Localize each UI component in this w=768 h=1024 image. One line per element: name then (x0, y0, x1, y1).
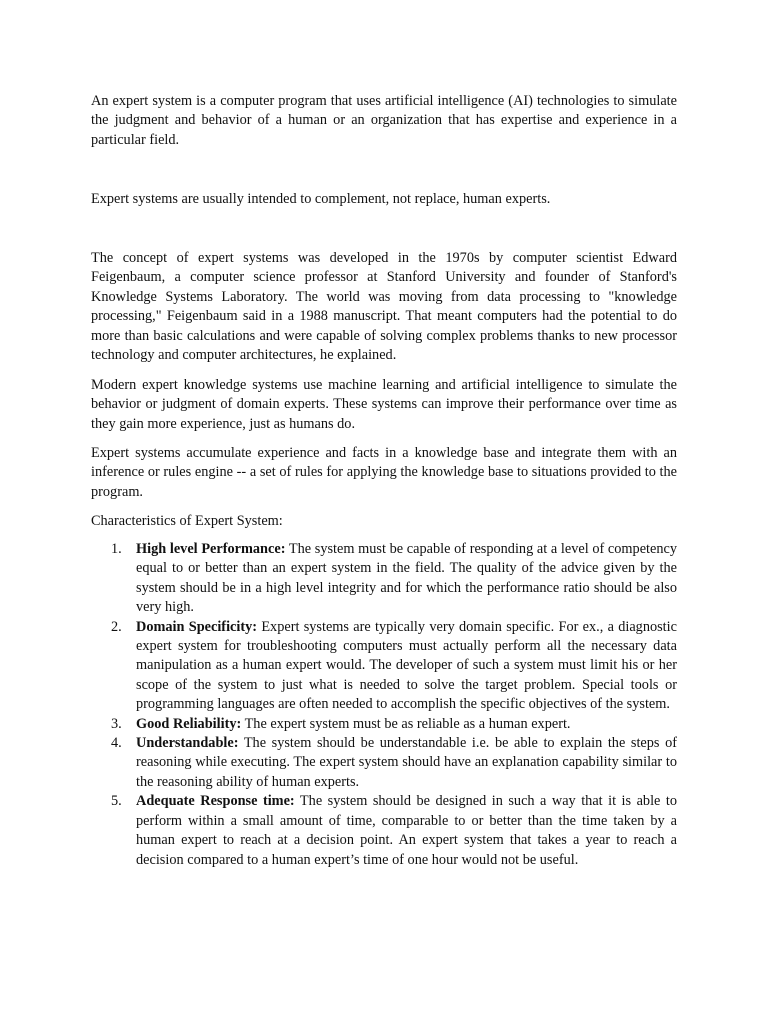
list-term: Good Reliability: (136, 715, 242, 732)
list-term: Understandable: (136, 735, 239, 752)
paragraph-modern-systems: Modern expert knowledge systems use machine learning and artificial intelligence to simulate the behavior or judgment of domain experts. These systems can improve their performance over time as they gain more experience, just as humans do. (91, 377, 677, 432)
paragraph-history: The concept of expert systems was developed in the 1970s by computer scientist Edward Feigenbaum, a computer science professor at Stanford University and founder of Stanford's Knowledge Systems Laboratory. The world was moving from data processing to "knowledge processing," Feigenbaum said in a 1988 manuscript. That meant computers had the potential to do more than basic calculations and were capable of solving complex problems thanks to new processor technology and computer architectures, he explained. (91, 250, 677, 364)
list-text: Expert systems are typically very domain specific. For ex., a diagnostic expert system for troubleshooting computers must actually perform all the necessary data manipulation as a human expert would. The developer of such a system must limit his or her scope of the system to just what is needed to solve the target problem. Special tools or programming languages are often needed to accomplish the specific objectives of the system. (136, 618, 677, 713)
list-number: 3. (111, 715, 122, 732)
list-text: The system should be understandable i.e. be able to explain the steps of reasoning while executing. The expert system should have an explanation capability similar to the reasoning ability of human experts. (136, 735, 677, 790)
list-term: Adequate Response time: (136, 793, 295, 810)
list-text: The system should be designed in such a way that it is able to perform within a small amount of time, comparable to or better than the time taken by a human expert to reach at a decision point. An expert system that takes a year to reach a decision compared to a human expert’s time of one hour would not be useful. (136, 793, 677, 868)
list-number: 2. (111, 618, 122, 635)
list-item (91, 792, 677, 870)
characteristics-heading: Characteristics of Expert System: (91, 513, 283, 529)
list-item (91, 715, 677, 734)
list-item (91, 618, 677, 715)
list-text: The system must be capable of responding at a level of competency equal to or better than an expert system in the field. The quality of the advice given by the system should be in a high level integrity and for which the performance ratio should be also very high. (136, 541, 677, 616)
list-item (91, 540, 677, 618)
paragraph-definition: An expert system is a computer program that uses artificial intelligence (AI) technologies to simulate the judgment and behavior of a human or an organization that has expertise and experience in a particular field. (91, 93, 677, 148)
list-number: 1. (111, 541, 122, 557)
list-term: Domain Specificity: (136, 618, 258, 635)
paragraph-complement: Expert systems are usually intended to complement, not replace, human experts. (91, 191, 551, 207)
list-item (91, 734, 677, 792)
list-text: The expert system must be as reliable as a human expert. (241, 715, 571, 732)
list-term: High level Performance: (136, 541, 286, 557)
list-number: 4. (111, 735, 122, 752)
characteristics-list (91, 540, 677, 870)
list-number: 5. (111, 793, 122, 810)
paragraph-knowledge-base: Expert systems accumulate experience and facts in a knowledge base and integrate them with an inference or rules engine -- a set of rules for applying the knowledge base to situations provided to the program. (91, 445, 677, 500)
